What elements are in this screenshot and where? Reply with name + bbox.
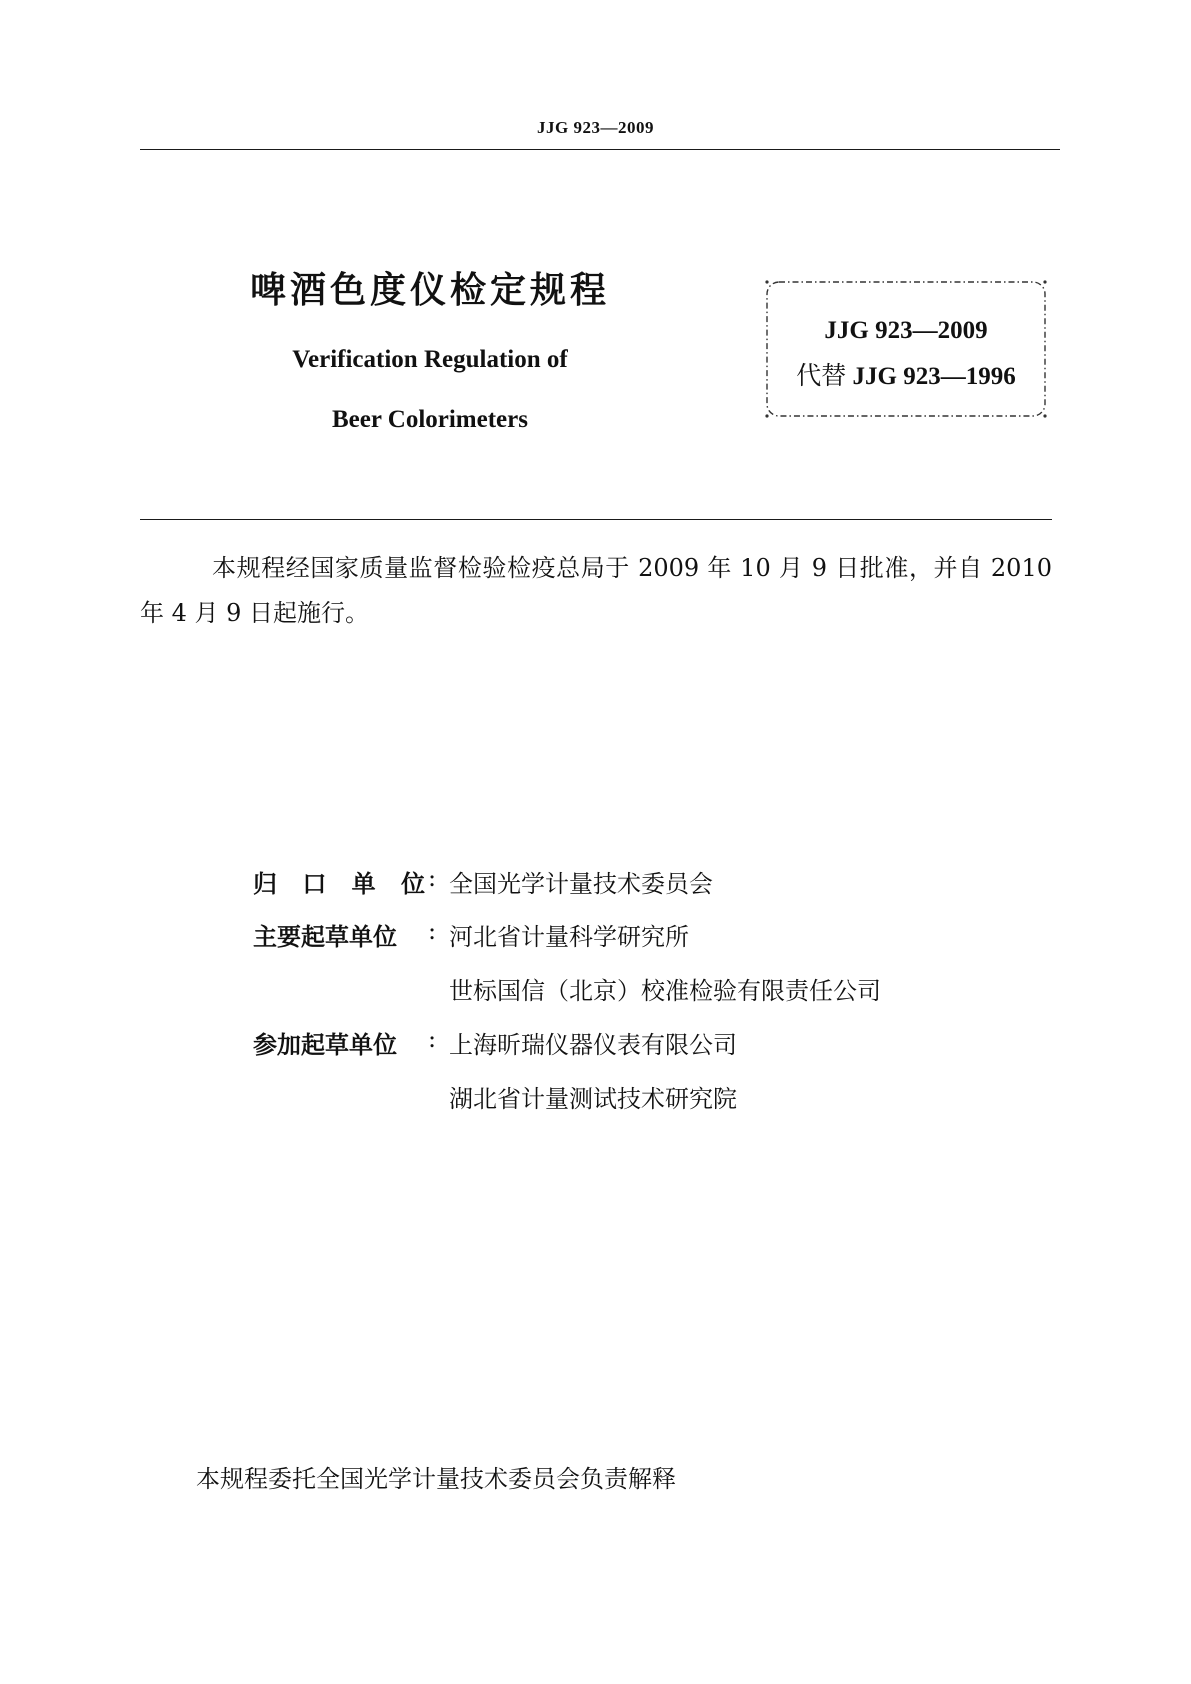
- responsible-unit-label: [253, 864, 425, 899]
- replaced-code: JJG 923—1996: [852, 363, 1016, 390]
- ornamental-border: [763, 278, 1049, 420]
- label-char: 单: [351, 870, 376, 898]
- label-char: 口: [302, 870, 327, 898]
- header-divider: [140, 149, 1060, 150]
- label-char: 归: [253, 870, 277, 898]
- participating-drafting-unit: 湖北省计量测试技术研究院: [449, 1085, 737, 1113]
- main-drafting-unit: 世标国信（北京）校准检验有限责任公司: [449, 977, 881, 1005]
- running-header-code: JJG 923—2009: [537, 118, 654, 137]
- title-english-line-2: Beer Colorimeters: [332, 406, 528, 433]
- standard-code: JJG 923—2009: [824, 317, 988, 344]
- responsible-unit-colon: :: [428, 864, 437, 892]
- title-english-line-1: Verification Regulation of: [292, 346, 568, 373]
- approval-statement: 本规程经国家质量监督检验检疫总局于 2009 年 10 月 9 日批准，并自 2010 年 4 月 9 日起施行。: [140, 554, 1052, 627]
- label-char: 位: [400, 870, 425, 898]
- participating-drafting-unit: 上海昕瑞仪器仪表有限公司: [449, 1031, 737, 1059]
- participating-drafting-colon: :: [428, 1025, 437, 1053]
- replaces-prefix: 代替: [796, 363, 847, 390]
- main-drafting-unit: 河北省计量科学研究所: [449, 923, 689, 951]
- section-divider: [140, 519, 1052, 520]
- interpretation-note: 本规程委托全国光学计量技术委员会负责解释: [196, 1465, 676, 1493]
- standard-code-box: [763, 278, 1049, 420]
- responsible-unit-value: 全国光学计量技术委员会: [449, 870, 713, 898]
- replaces-line: [763, 356, 1049, 392]
- participating-drafting-label: 参加起草单位: [253, 1031, 397, 1059]
- title-chinese: 啤酒色度仪检定规程: [249, 270, 610, 311]
- main-drafting-colon: :: [428, 917, 437, 945]
- main-drafting-label: 主要起草单位: [253, 923, 397, 951]
